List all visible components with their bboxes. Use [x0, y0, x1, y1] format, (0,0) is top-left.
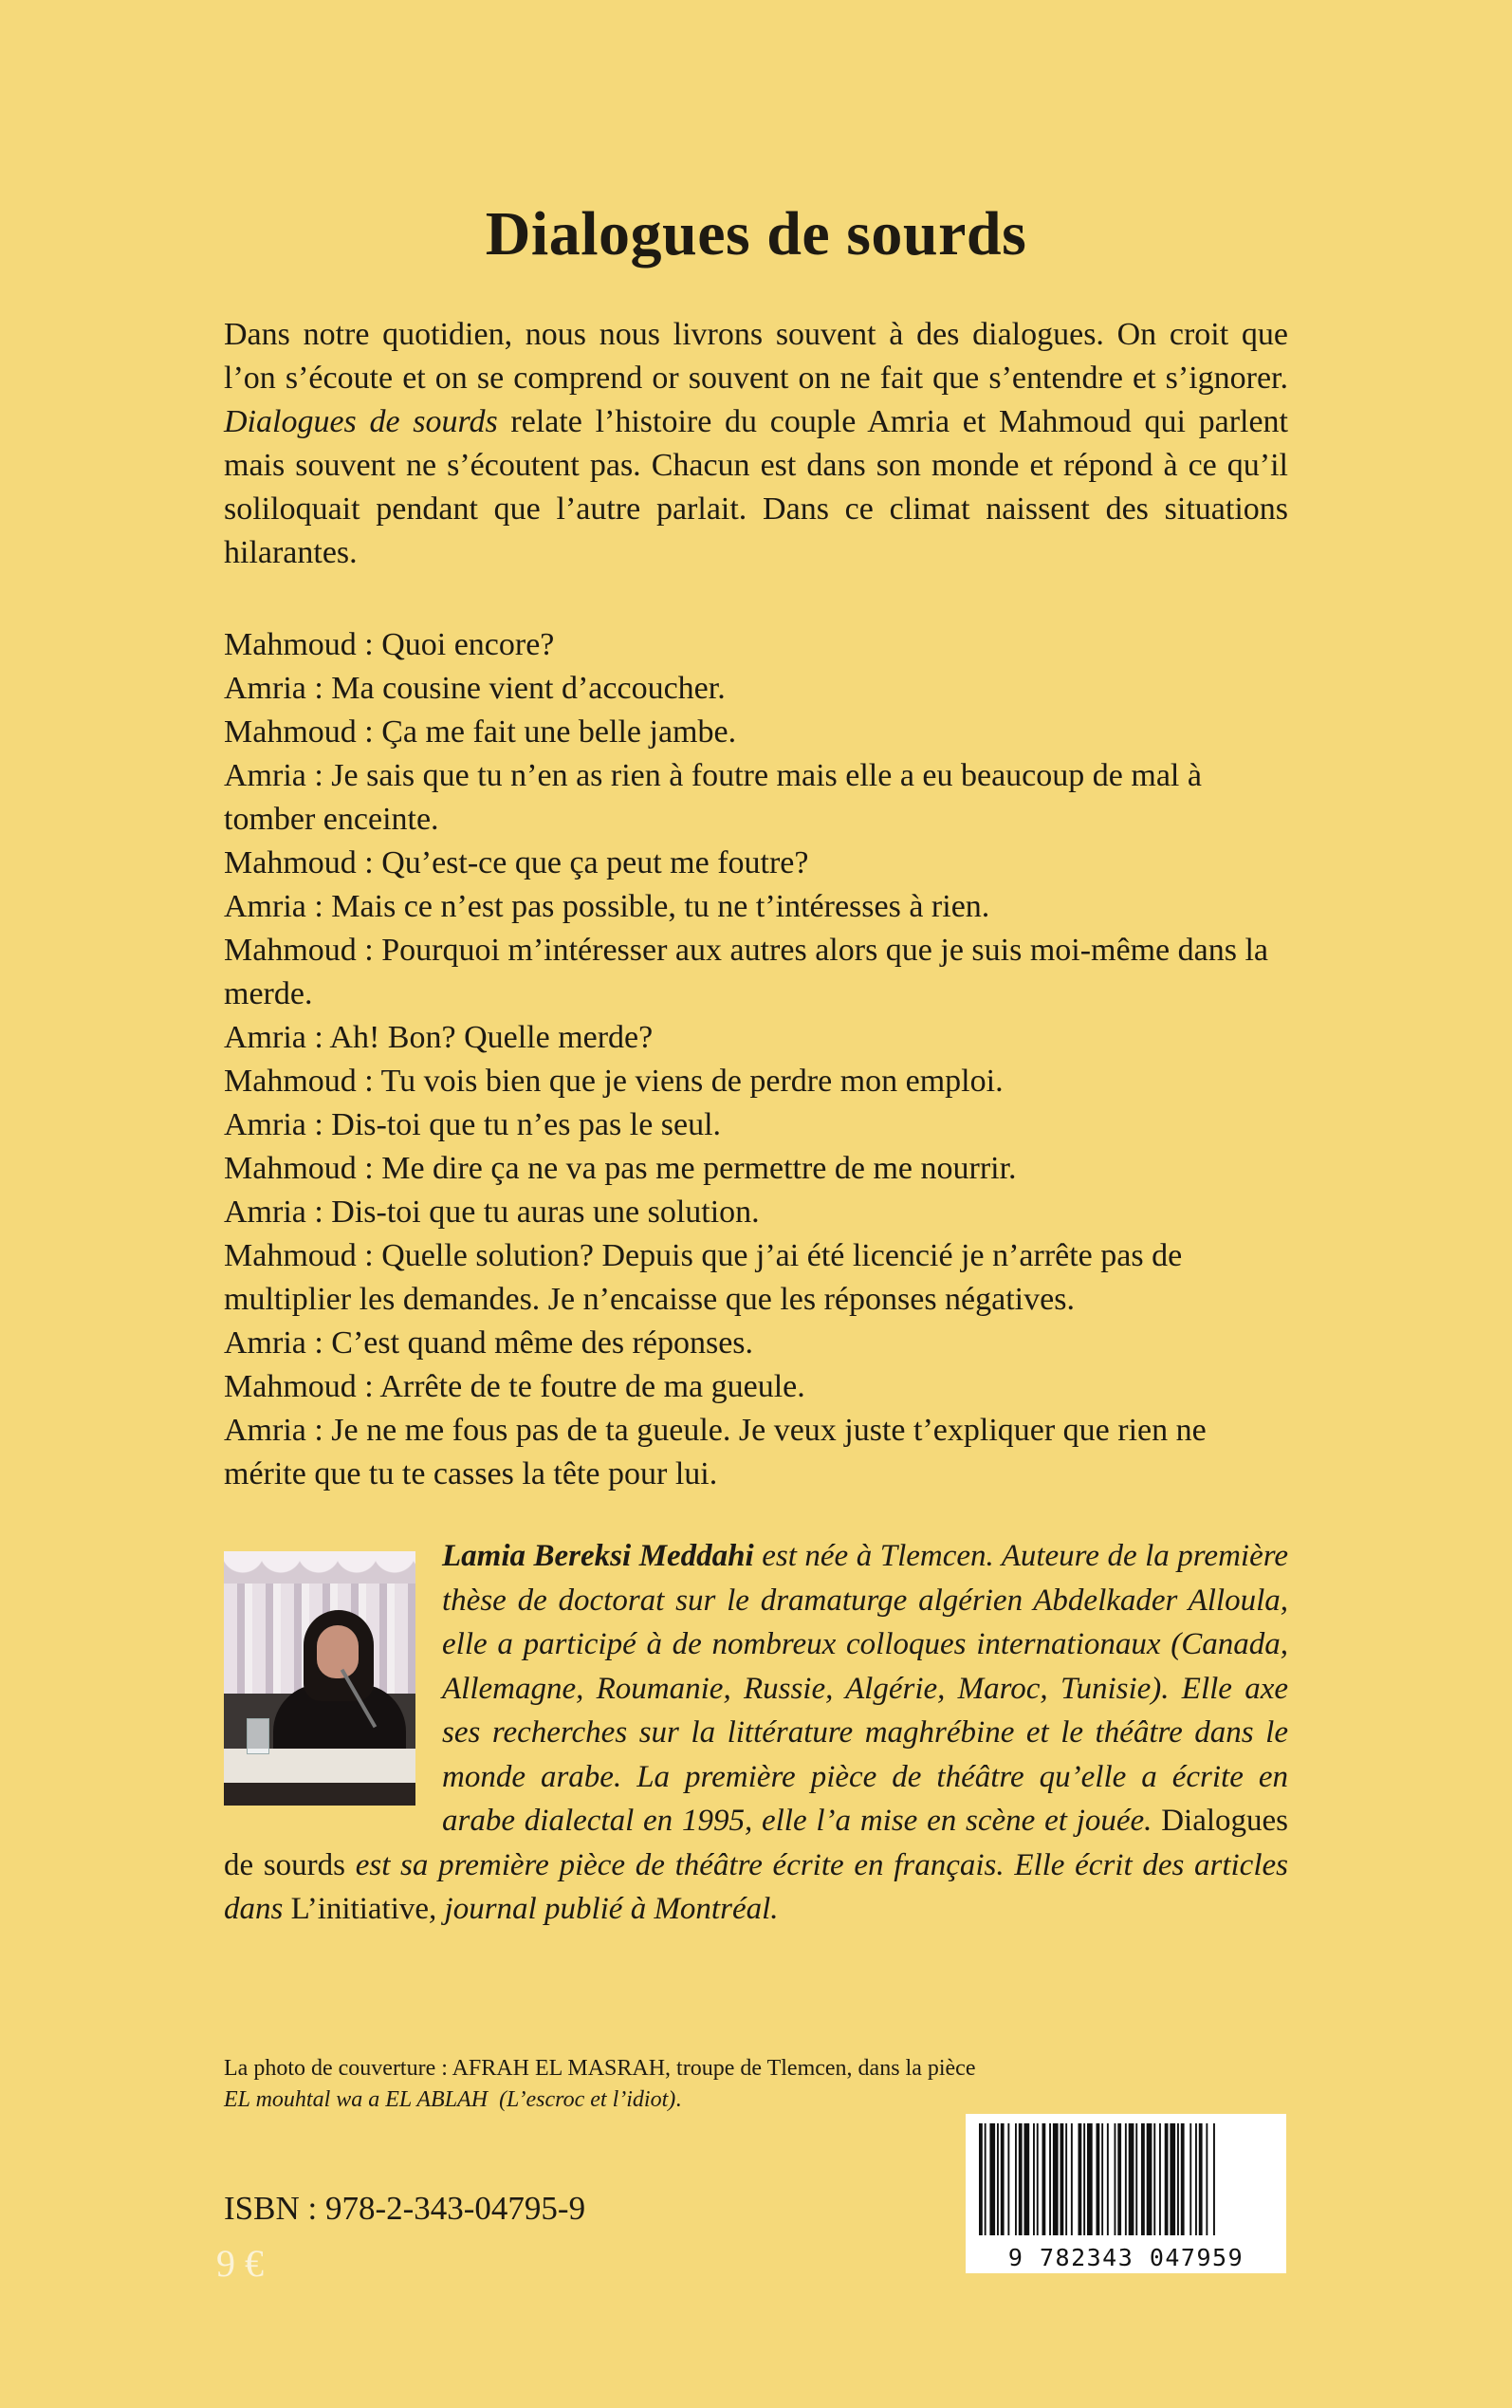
barcode-bar [979, 2123, 983, 2235]
dialogue-line: Amria : Je ne me fous pas de ta gueule. Je veux juste t’expliquer que rien ne mérite que tu te casses la tête pour lui. [224, 1413, 1207, 1491]
author-photo [224, 1551, 415, 1806]
barcode-bar [1101, 2123, 1103, 2235]
barcode-bar [1159, 2123, 1161, 2235]
cover-photo-credit [224, 2053, 1288, 2116]
barcode-bar [1033, 2123, 1035, 2235]
barcode-bar [1079, 2123, 1082, 2235]
dialogue-line: Mahmoud : Quelle solution? Depuis que j’ai été licencié je n’arrête pas de multiplier les demandes. Je n’encaisse que les réponses négatives. [224, 1238, 1183, 1317]
author-name: Lamia Bereksi Meddahi [442, 1539, 754, 1573]
barcode-bar [1019, 2123, 1023, 2235]
barcode-bar [1115, 2123, 1116, 2235]
barcode-bar [1213, 2123, 1215, 2235]
credit-play-translation: (L’escroc et l’idiot) [499, 2087, 676, 2112]
isbn: ISBN : 978-2-343-04795-9 [224, 2190, 586, 2227]
barcode-bar [1195, 2123, 1197, 2235]
barcode-bar [1042, 2123, 1046, 2235]
dialogue-line: Amria : Ma cousine vient d’accoucher. [224, 671, 726, 706]
dialogue-line: Mahmoud : Qu’est-ce que ça peut me foutre? [224, 845, 809, 880]
barcode-bar [1147, 2123, 1152, 2235]
dialogue-line: Amria : Dis-toi que tu auras une solution. [224, 1195, 760, 1230]
bio-journal-name: L’initiative [290, 1892, 430, 1926]
barcode-bar [997, 2123, 999, 2235]
dialogue-line: Amria : Dis-toi que tu n’es pas le seul. [224, 1107, 722, 1142]
synopsis-text-2: relate l’histoire du couple Amria et Mahmoud qui parlent mais souvent ne s’écoutent pas. Chacun est dans son monde et répond à ce qu’il soliloquait pendant que l’autre parlait. Dans ce climat naissent des situations hilarantes. [224, 404, 1289, 570]
dialogue-line: Mahmoud : Tu vois bien que je viens de perdre mon emploi. [224, 1064, 1004, 1099]
price: 9 € [216, 2242, 264, 2285]
credit-line-1: La photo de couverture : AFRAH EL MASRAH, troupe de Tlemcen, dans la pièce [224, 2056, 976, 2081]
dialogue-line: Amria : Mais ce n’est pas possible, tu ne t’intéresses à rien. [224, 889, 990, 924]
dialogue-line: Amria : C’est quand même des réponses. [224, 1325, 754, 1361]
author-figure-face [317, 1625, 359, 1678]
dialogue-line: Mahmoud : Quoi encore? [224, 627, 555, 662]
water-glass [247, 1718, 269, 1754]
barcode-bar [1141, 2123, 1145, 2235]
barcode-bar [1189, 2123, 1191, 2235]
barcode-bar [1125, 2123, 1127, 2235]
bio-work-title: Dialogues de sourds [224, 1804, 1288, 1882]
barcode [966, 2114, 1286, 2273]
credit-end: . [675, 2087, 682, 2112]
barcode-bar [1181, 2123, 1185, 2235]
dialogue-line: Mahmoud : Pourquoi m’intéresser aux autres alors que je suis moi-même dans la merde. [224, 933, 1268, 1011]
author-bio [224, 1534, 1288, 1932]
barcode-bar [1001, 2123, 1005, 2235]
barcode-bar [1135, 2123, 1137, 2235]
barcode-bar [1087, 2123, 1093, 2235]
credit-line-2 [224, 2084, 1288, 2116]
barcode-bar [1053, 2123, 1059, 2235]
desk-papers [224, 1749, 415, 1787]
barcode-bar [1083, 2123, 1085, 2235]
barcode-digits: 9 782343 047959 [1007, 2244, 1245, 2271]
barcode-bar [1071, 2123, 1073, 2235]
credit-play-title: EL mouhtal wa a EL ABLAH [224, 2087, 489, 2112]
barcode-bar [1199, 2123, 1203, 2235]
barcode-bar [1065, 2123, 1067, 2235]
dialogue-line: Mahmoud : Me dire ça ne va pas me permettre de me nourrir. [224, 1151, 1017, 1186]
barcode-bar [985, 2123, 986, 2235]
barcode-bar [1170, 2123, 1175, 2235]
synopsis [224, 313, 1288, 575]
barcode-bar [1049, 2123, 1051, 2235]
barcode-bar [1060, 2123, 1064, 2235]
barcode-bar [1165, 2123, 1169, 2235]
curtain-valance [224, 1551, 415, 1584]
bio-text-3: , journal publié à Montréal. [429, 1892, 779, 1926]
bio-text-1: est née à Tlemcen. Auteure de la première thèse de doctorat sur le dramaturge algérien Abdelkader Alloula, elle a participé à de nombreux colloques internationaux (Canada, Allemagne, Roumanie, Russie, Algérie, Maroc, Tunisie). Elle axe ses recherches sur la littérature maghrébine et le théâtre dans le monde arabe. La première pièce de théâtre qu’elle a écrite en arabe dialectal en 1995, elle l’a mise en scène et jouée. [442, 1539, 1288, 1838]
barcode-bar [1107, 2123, 1109, 2235]
barcode-bar [1153, 2123, 1155, 2235]
barcode-bar [1117, 2123, 1121, 2235]
book-title: Dialogues de sourds [485, 199, 1027, 269]
bio-text-2: est sa première pièce de théâtre écrite en français. Elle écrit des articles dans [224, 1847, 1288, 1926]
barcode-bar [1007, 2123, 1009, 2235]
barcode-bar [989, 2123, 995, 2235]
barcode-bar [1024, 2123, 1030, 2235]
dialogue-line: Amria : Je sais que tu n’en as rien à foutre mais elle a eu beaucoup de mal à tomber enceinte. [224, 758, 1202, 837]
barcode-bar [1206, 2123, 1208, 2235]
dialogue-line: Amria : Ah! Bon? Quelle merde? [224, 1020, 654, 1055]
barcode-bar [1129, 2123, 1134, 2235]
dialogue-line: Mahmoud : Ça me fait une belle jambe. [224, 714, 737, 750]
barcode-bar [1097, 2123, 1100, 2235]
synopsis-text-1: Dans notre quotidien, nous nous livrons souvent à des dialogues. On croit que l’on s’écoute et on se comprend or souvent on ne fait que s’entendre et s’ignorer. [224, 317, 1288, 396]
barcode-bar [1177, 2123, 1179, 2235]
barcode-bar [1037, 2123, 1039, 2235]
dialogue-line: Mahmoud : Arrête de te foutre de ma gueule. [224, 1369, 805, 1404]
table-edge [224, 1783, 415, 1806]
dialogue-excerpt [224, 623, 1288, 1496]
barcode-bar [1015, 2123, 1017, 2235]
synopsis-title-italic: Dialogues de sourds [224, 404, 498, 439]
